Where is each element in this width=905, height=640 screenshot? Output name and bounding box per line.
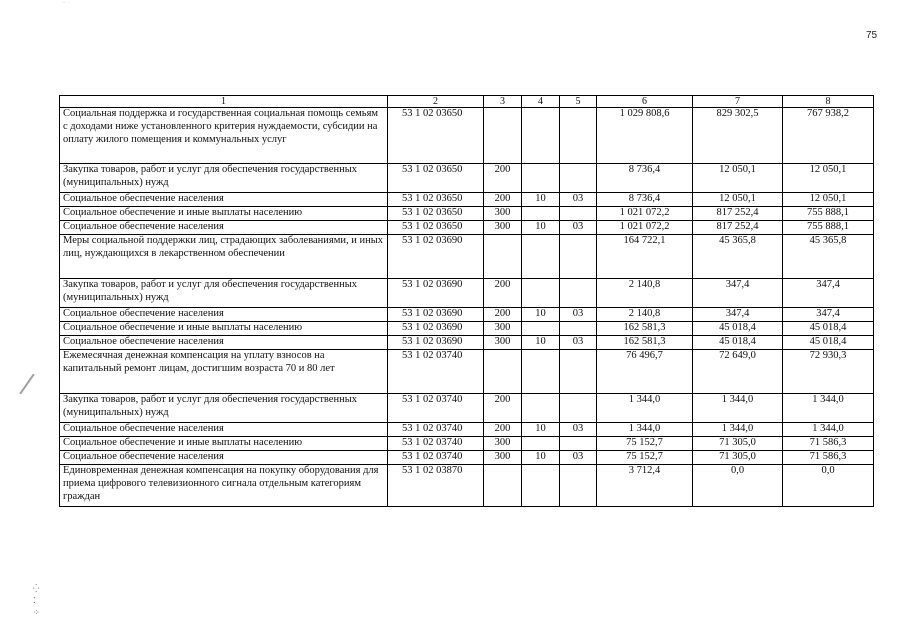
table-row: [60, 350, 874, 394]
scan-artifact-mark: [19, 374, 34, 395]
table-cell: 300: [484, 207, 522, 221]
table-cell: 53 1 02 03690: [388, 322, 484, 336]
table-cell: [560, 394, 597, 423]
header-cell: 2: [388, 96, 484, 108]
table-cell: 755 888,1: [783, 221, 874, 235]
table-cell: 0,0: [783, 465, 874, 507]
table-cell: Социальная поддержка и государственная социальная помощь семьям с доходами ниже установленного критерия нуждаемости, субсидии на оплату жилого помещения и коммунальных услуг: [60, 108, 388, 164]
table-cell: 72 649,0: [693, 350, 783, 394]
table-cell: 03: [560, 336, 597, 350]
table-cell: 200: [484, 164, 522, 193]
table-cell: 164 722,1: [597, 235, 693, 279]
table-cell: 53 1 02 03690: [388, 279, 484, 308]
scan-artifact-top: ·· ·: [62, 0, 70, 6]
table-cell: [484, 350, 522, 394]
table-row: [60, 207, 874, 221]
table-cell: [484, 108, 522, 164]
table-cell: Социальное обеспечение населения: [60, 423, 388, 437]
table-cell: 10: [522, 308, 560, 322]
table-cell: 347,4: [783, 279, 874, 308]
table-cell: [522, 350, 560, 394]
table-cell: 1 021 072,2: [597, 221, 693, 235]
table-cell: 767 938,2: [783, 108, 874, 164]
table-cell: 162 581,3: [597, 322, 693, 336]
table-cell: 71 305,0: [693, 437, 783, 451]
table-cell: 200: [484, 394, 522, 423]
table-cell: 1 344,0: [693, 423, 783, 437]
table-cell: 200: [484, 423, 522, 437]
table-row: [60, 108, 874, 164]
table-cell: Социальное обеспечение населения: [60, 451, 388, 465]
table-row: [60, 164, 874, 193]
table-row: [60, 423, 874, 437]
table-cell: [522, 437, 560, 451]
table-cell: 1 029 808,6: [597, 108, 693, 164]
table-cell: Закупка товаров, работ и услуг для обеспечения государственных (муниципальных) нужд: [60, 394, 388, 423]
table-cell: 300: [484, 451, 522, 465]
table-cell: 53 1 02 03690: [388, 235, 484, 279]
table-cell: 53 1 02 03650: [388, 207, 484, 221]
table-cell: 10: [522, 193, 560, 207]
table-cell: 1 344,0: [597, 423, 693, 437]
table-cell: 12 050,1: [693, 193, 783, 207]
table-cell: 03: [560, 308, 597, 322]
table-cell: [522, 164, 560, 193]
table-cell: 45 018,4: [693, 322, 783, 336]
table-cell: 8 736,4: [597, 193, 693, 207]
table-cell: 53 1 02 03690: [388, 336, 484, 350]
table-cell: 12 050,1: [783, 164, 874, 193]
table-row: [60, 221, 874, 235]
table-cell: [522, 279, 560, 308]
table-cell: Меры социальной поддержки лиц, страдающих заболеваниями, и иных лиц, нуждающихся в лекарственном обеспечении: [60, 235, 388, 279]
table-cell: Единовременная денежная компенсация на покупку оборудования для приема цифрового телевизионного сигнала отдельным категориям граждан: [60, 465, 388, 507]
table-cell: Социальное обеспечение населения: [60, 221, 388, 235]
table-cell: 75 152,7: [597, 437, 693, 451]
table-cell: 75 152,7: [597, 451, 693, 465]
table-cell: Социальное обеспечение населения: [60, 308, 388, 322]
table-cell: [484, 465, 522, 507]
table-cell: [522, 465, 560, 507]
table-cell: 817 252,4: [693, 207, 783, 221]
page-number: 75: [866, 30, 878, 41]
table-cell: 12 050,1: [693, 164, 783, 193]
table-row: [60, 336, 874, 350]
table-cell: 53 1 02 03690: [388, 308, 484, 322]
table-cell: 53 1 02 03650: [388, 221, 484, 235]
table-cell: 300: [484, 322, 522, 336]
table-cell: 300: [484, 437, 522, 451]
table-row: [60, 322, 874, 336]
table-cell: 347,4: [693, 308, 783, 322]
header-cell: 1: [60, 96, 388, 108]
table-cell: 3 712,4: [597, 465, 693, 507]
table-cell: 1 344,0: [783, 423, 874, 437]
table-cell: [522, 235, 560, 279]
table-header-row: [60, 96, 874, 108]
table-cell: 45 018,4: [783, 322, 874, 336]
table-cell: 755 888,1: [783, 207, 874, 221]
table-cell: 53 1 02 03650: [388, 164, 484, 193]
table-cell: 300: [484, 221, 522, 235]
table-cell: 1 344,0: [783, 394, 874, 423]
table-cell: 200: [484, 193, 522, 207]
table-cell: Закупка товаров, работ и услуг для обеспечения государственных (муниципальных) нужд: [60, 164, 388, 193]
table-cell: [560, 437, 597, 451]
table-cell: [522, 207, 560, 221]
table-cell: [560, 322, 597, 336]
budget-table: [59, 95, 874, 507]
table-cell: 53 1 02 03870: [388, 465, 484, 507]
header-cell: 4: [522, 96, 560, 108]
table-row: [60, 465, 874, 507]
table-cell: 72 930,3: [783, 350, 874, 394]
table-cell: 45 365,8: [693, 235, 783, 279]
header-cell: 5: [560, 96, 597, 108]
table-cell: 347,4: [693, 279, 783, 308]
table-cell: 12 050,1: [783, 193, 874, 207]
table-cell: 03: [560, 193, 597, 207]
table-cell: 162 581,3: [597, 336, 693, 350]
table-cell: 03: [560, 423, 597, 437]
table-cell: 45 018,4: [783, 336, 874, 350]
table-cell: 71 305,0: [693, 451, 783, 465]
table-cell: 1 021 072,2: [597, 207, 693, 221]
table-cell: [522, 394, 560, 423]
header-cell: 3: [484, 96, 522, 108]
table-cell: Социальное обеспечение и иные выплаты населению: [60, 322, 388, 336]
table-cell: Социальное обеспечение населения: [60, 336, 388, 350]
table-row: [60, 308, 874, 322]
table-cell: 76 496,7: [597, 350, 693, 394]
table-cell: [560, 108, 597, 164]
table-cell: 53 1 02 03650: [388, 193, 484, 207]
table-row: [60, 279, 874, 308]
table-cell: 200: [484, 279, 522, 308]
table-row: [60, 394, 874, 423]
table-cell: 53 1 02 03650: [388, 108, 484, 164]
table-cell: 0,0: [693, 465, 783, 507]
table-cell: 45 365,8: [783, 235, 874, 279]
table-cell: [560, 350, 597, 394]
table-row: [60, 451, 874, 465]
table-row: [60, 193, 874, 207]
table-cell: 829 302,5: [693, 108, 783, 164]
table-cell: Социальное обеспечение и иные выплаты населению: [60, 437, 388, 451]
table-cell: Закупка товаров, работ и услуг для обеспечения государственных (муниципальных) нужд: [60, 279, 388, 308]
table-cell: 10: [522, 451, 560, 465]
table-cell: [560, 279, 597, 308]
table-cell: 53 1 02 03740: [388, 423, 484, 437]
table-cell: 10: [522, 221, 560, 235]
table-cell: [522, 108, 560, 164]
table-cell: 1 344,0: [597, 394, 693, 423]
table-cell: 71 586,3: [783, 437, 874, 451]
table-cell: 8 736,4: [597, 164, 693, 193]
table-cell: 53 1 02 03740: [388, 350, 484, 394]
table-cell: 2 140,8: [597, 308, 693, 322]
table-cell: [560, 207, 597, 221]
table-cell: 10: [522, 336, 560, 350]
table-cell: 03: [560, 221, 597, 235]
table-cell: [484, 235, 522, 279]
table-cell: 300: [484, 336, 522, 350]
table-cell: 200: [484, 308, 522, 322]
table-cell: Ежемесячная денежная компенсация на уплату взносов на капитальный ремонт лицам, достигшим возраста 70 и 80 лет: [60, 350, 388, 394]
table-cell: [522, 322, 560, 336]
header-cell: 6: [597, 96, 693, 108]
table-cell: 817 252,4: [693, 221, 783, 235]
header-cell: 7: [693, 96, 783, 108]
table-cell: 347,4: [783, 308, 874, 322]
header-cell: 8: [783, 96, 874, 108]
table-cell: 53 1 02 03740: [388, 394, 484, 423]
table-cell: [560, 164, 597, 193]
table-cell: 2 140,8: [597, 279, 693, 308]
table-cell: 71 586,3: [783, 451, 874, 465]
table-cell: 45 018,4: [693, 336, 783, 350]
table-row: [60, 235, 874, 279]
table-cell: 53 1 02 03740: [388, 451, 484, 465]
table-cell: 10: [522, 423, 560, 437]
table-cell: 03: [560, 451, 597, 465]
table-cell: Социальное обеспечение и иные выплаты населению: [60, 207, 388, 221]
scan-artifact-marks: ⁛ ⁚ ⁘: [33, 584, 40, 617]
table-cell: 1 344,0: [693, 394, 783, 423]
table-row: [60, 437, 874, 451]
table-cell: 53 1 02 03740: [388, 437, 484, 451]
table-cell: [560, 235, 597, 279]
table-cell: Социальное обеспечение населения: [60, 193, 388, 207]
table-cell: [560, 465, 597, 507]
